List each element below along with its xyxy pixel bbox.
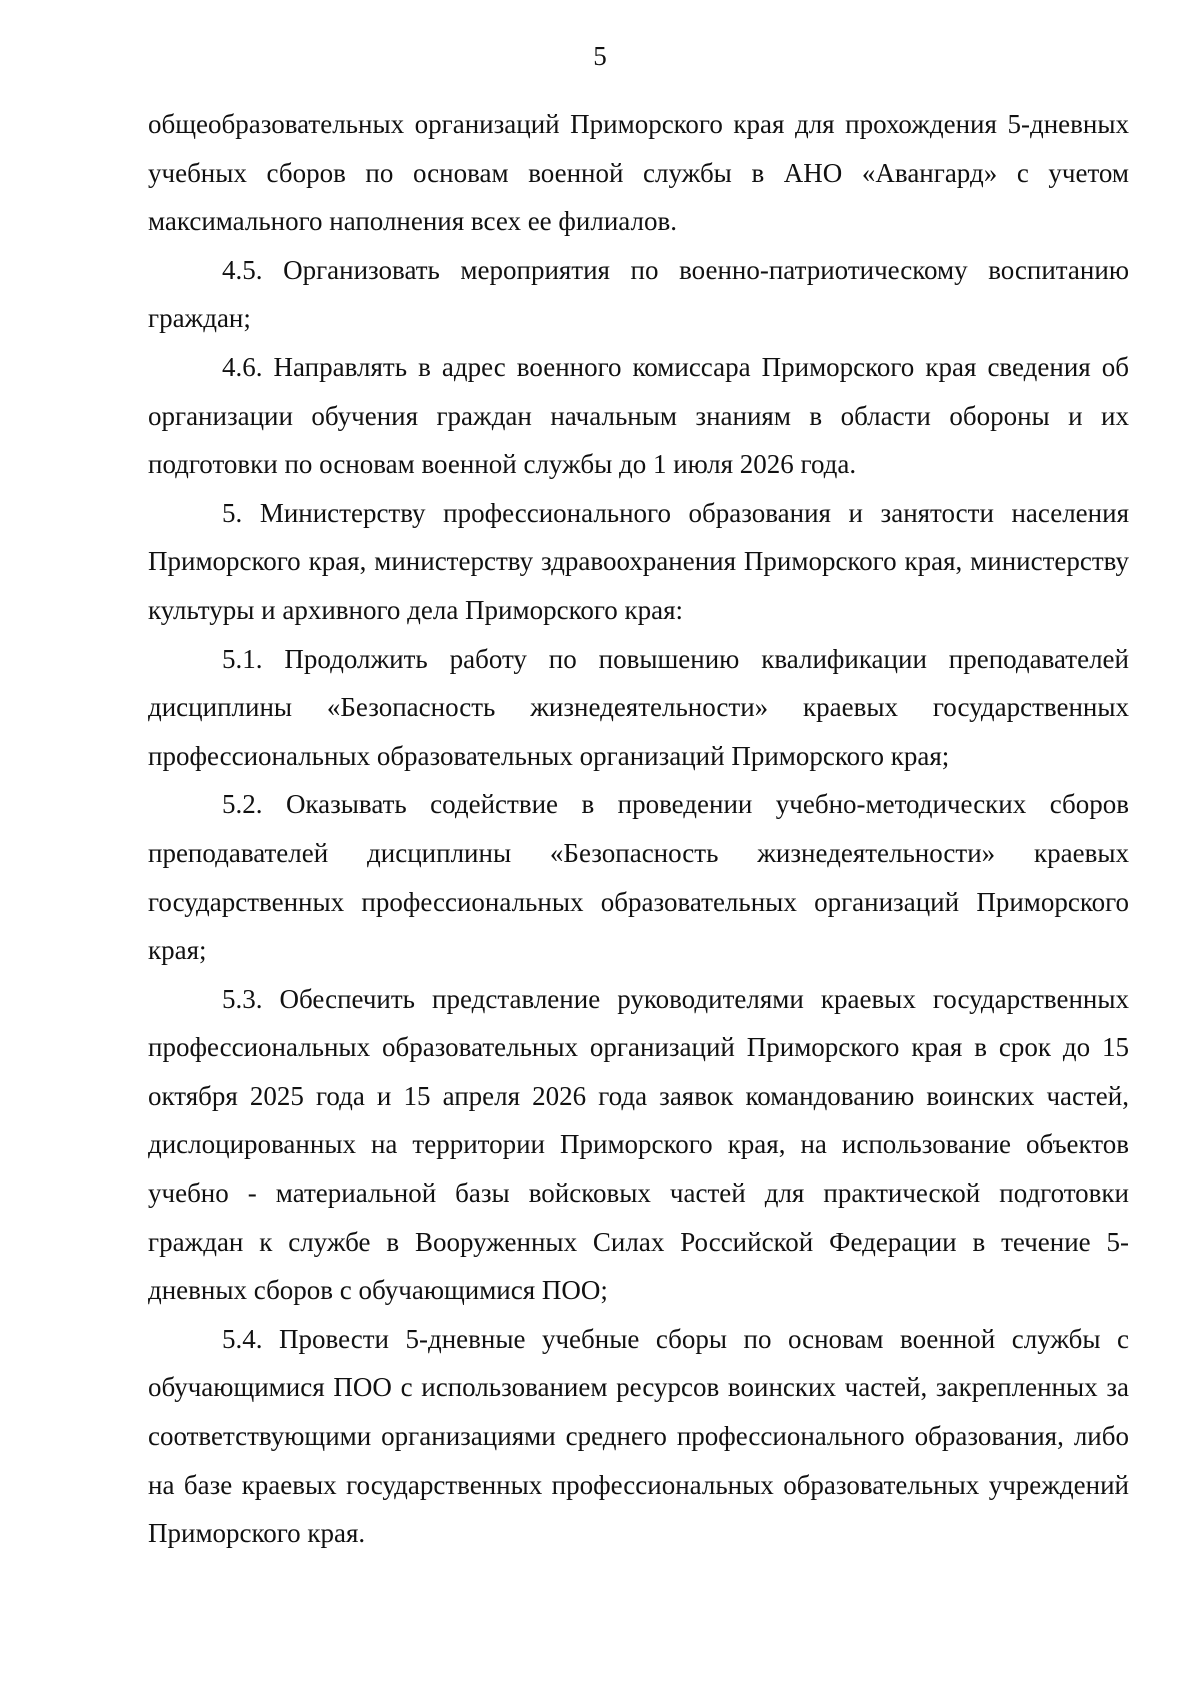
paragraph-item-5-3: 5.3. Обеспечить представление руководителями краевых государственных профессиональных образовательных организаций Приморского края в срок до 15 октября 2025 года и 15 апреля 2026 года заявок командованию воинских частей, дислоцированных на территории Приморского края, на использование объектов учебно - материальной базы войсковых частей для практической подготовки граждан к службе в Вооруженных Силах Российской Федерации в течение 5-дневных сборов с обучающимися ПОО;	[148, 983, 1129, 1306]
paragraph-item-5-4: 5.4. Провести 5-дневные учебные сборы по основам военной службы с обучающимися ПОО с использованием ресурсов воинских частей, закрепленных за соответствующими организациями среднего профессионального образования, либо на базе краевых государственных профессиональных образовательных учреждений Приморского края.	[148, 1323, 1129, 1549]
page-number: 5	[593, 41, 607, 71]
paragraph-item-5-1: 5.1. Продолжить работу по повышению квалификации преподавателей дисциплины «Безопасность жизнедеятельности» краевых государственных профессиональных образовательных организаций Приморского края;	[148, 643, 1129, 771]
paragraph-item-4-6: 4.6. Направлять в адрес военного комиссара Приморского края сведения об организации обучения граждан начальным знаниям в области обороны и их подготовки по основам военной службы до 1 июля 2026 года.	[148, 351, 1129, 480]
document-body	[148, 100, 1129, 1558]
paragraph-item-5-2: 5.2. Оказывать содействие в проведении учебно-методических сборов преподавателей дисциплины «Безопасность жизнедеятельности» краевых государственных профессиональных образовательных организаций Приморского края;	[148, 789, 1129, 966]
paragraph-continuation: общеобразовательных организаций Приморского края для прохождения 5-дневных учебных сборов по основам военной службы в АНО «Авангард» с учетом максимального наполнения всех ее филиалов.	[148, 109, 1129, 237]
paragraph-item-4-5: 4.5. Организовать мероприятия по военно-патриотическому воспитанию граждан;	[148, 254, 1129, 334]
paragraph-item-5: 5. Министерству профессионального образования и занятости населения Приморского края, министерству здравоохранения Приморского края, министерству культуры и архивного дела Приморского края:	[148, 497, 1129, 625]
